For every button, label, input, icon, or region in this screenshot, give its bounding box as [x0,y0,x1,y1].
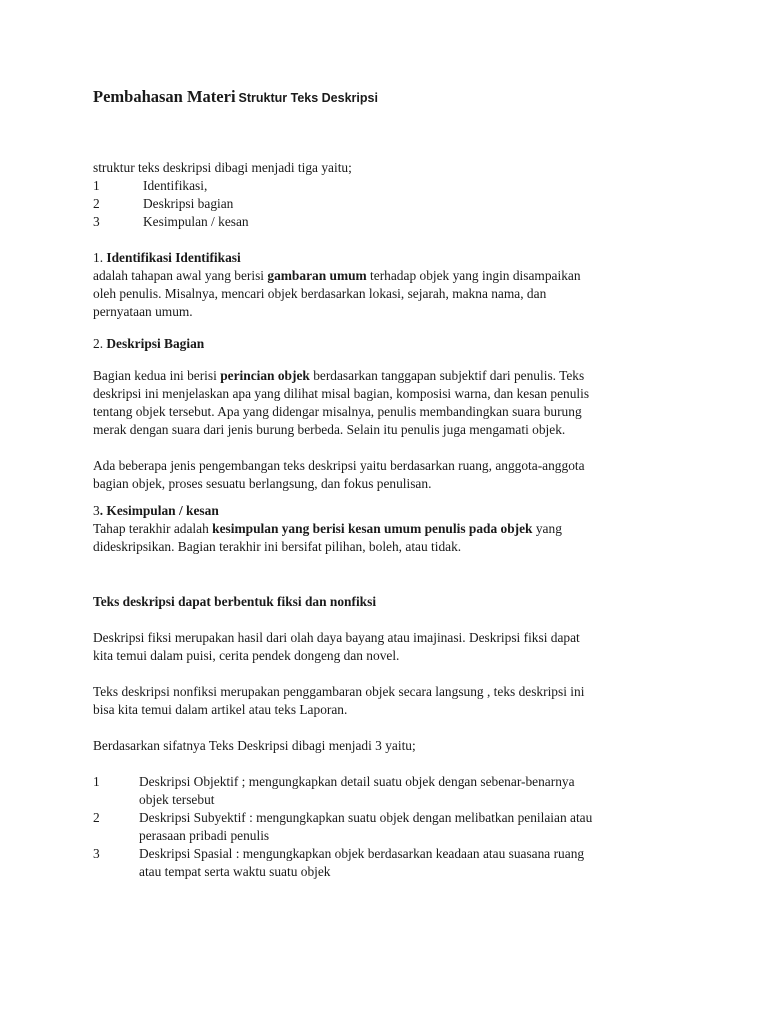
list-text: Deskripsi Spasial : mengungkapkan objek berdasarkan keadaan atau suasana ruang [139,846,585,861]
page-title [93,86,683,109]
list-text: Deskripsi Subyektif : mengungkapkan suatu objek dengan melibatkan penilaian atau [139,810,593,825]
section1-line: oleh penulis. Misalnya, mencari objek berdasarkan lokasi, sejarah, makna nama, dan [93,286,547,301]
list-text: Deskripsi Objektif ; mengungkapkan detail suatu objek dengan sebenar-benarnya [139,774,575,789]
section3-line: Tahap terakhir adalah kesimpulan yang berisi kesan umum penulis pada objek yang [93,521,562,536]
list-item [93,195,683,213]
list-number: 3 [93,214,100,229]
list-text: Deskripsi bagian [143,196,234,211]
section4-line: kita temui dalam puisi, cerita pendek dongeng dan novel. [93,648,400,663]
list-text: perasaan pribadi penulis [139,828,270,843]
section2-line: bagian objek, proses sesuatu berlangsung, dan fokus penulisan. [93,476,432,491]
section4-line: Deskripsi fiksi merupakan hasil dari olah daya bayang atau imajinasi. Deskripsi fiksi dapat [93,630,580,645]
document-page [93,86,683,881]
section2-line: Ada beberapa jenis pengembangan teks deskripsi yaitu berdasarkan ruang, anggota-anggota [93,458,585,473]
section1-line: adalah tahapan awal yang berisi gambaran umum terhadap objek yang ingin disampaikan [93,268,581,283]
list-number: 2 [93,196,100,211]
section1-heading: 1. Identifikasi Identifikasi [93,250,241,265]
intro-list [93,177,683,231]
section4-line: Berdasarkan sifatnya Teks Deskripsi dibagi menjadi 3 yaitu; [93,738,416,753]
list-text: objek tersebut [139,792,215,807]
section4-line: bisa kita temui dalam artikel atau teks Laporan. [93,702,348,717]
list-text: Kesimpulan / kesan [143,214,249,229]
title-sub: Struktur Teks Deskripsi [238,91,378,105]
list-number: 2 [93,810,100,825]
list-text: Identifikasi, [143,178,208,193]
list-item [93,845,683,881]
section2-heading: 2. Deskripsi Bagian [93,336,205,351]
list-text: atau tempat serta waktu suatu objek [139,864,331,879]
title-main: Pembahasan Materi [93,87,236,106]
list-item [93,809,683,845]
section4-line: Teks deskripsi nonfiksi merupakan penggambaran objek secara langsung , teks deskripsi ini [93,684,585,699]
intro-text: struktur teks deskripsi dibagi menjadi tiga yaitu; [93,160,352,175]
section3-line: dideskripsikan. Bagian terakhir ini bersifat pilihan, boleh, atau tidak. [93,539,462,554]
section1-line: pernyataan umum. [93,304,193,319]
section2-line: Bagian kedua ini berisi perincian objek berdasarkan tanggapan subjektif dari penulis. Teks [93,368,585,383]
list-number: 1 [93,178,100,193]
list-item [93,213,683,231]
section2-line: tentang objek tersebut. Apa yang didengar misalnya, penulis membandingkan suara burung [93,404,582,419]
section4-heading: Teks deskripsi dapat berbentuk fiksi dan nonfiksi [93,594,377,609]
list-item [93,177,683,195]
list-number: 3 [93,846,100,861]
properties-list [93,773,683,881]
list-number: 1 [93,774,100,789]
section2-line: deskripsi ini menjelaskan apa yang dilihat misal bagian, komposisi warna, dan kesan penulis [93,386,590,401]
section3-heading: 3. Kesimpulan / kesan [93,503,219,518]
section2-line: merak dengan suara dari jenis burung berbeda. Selain itu penulis juga mengamati objek. [93,422,566,437]
list-item [93,773,683,809]
